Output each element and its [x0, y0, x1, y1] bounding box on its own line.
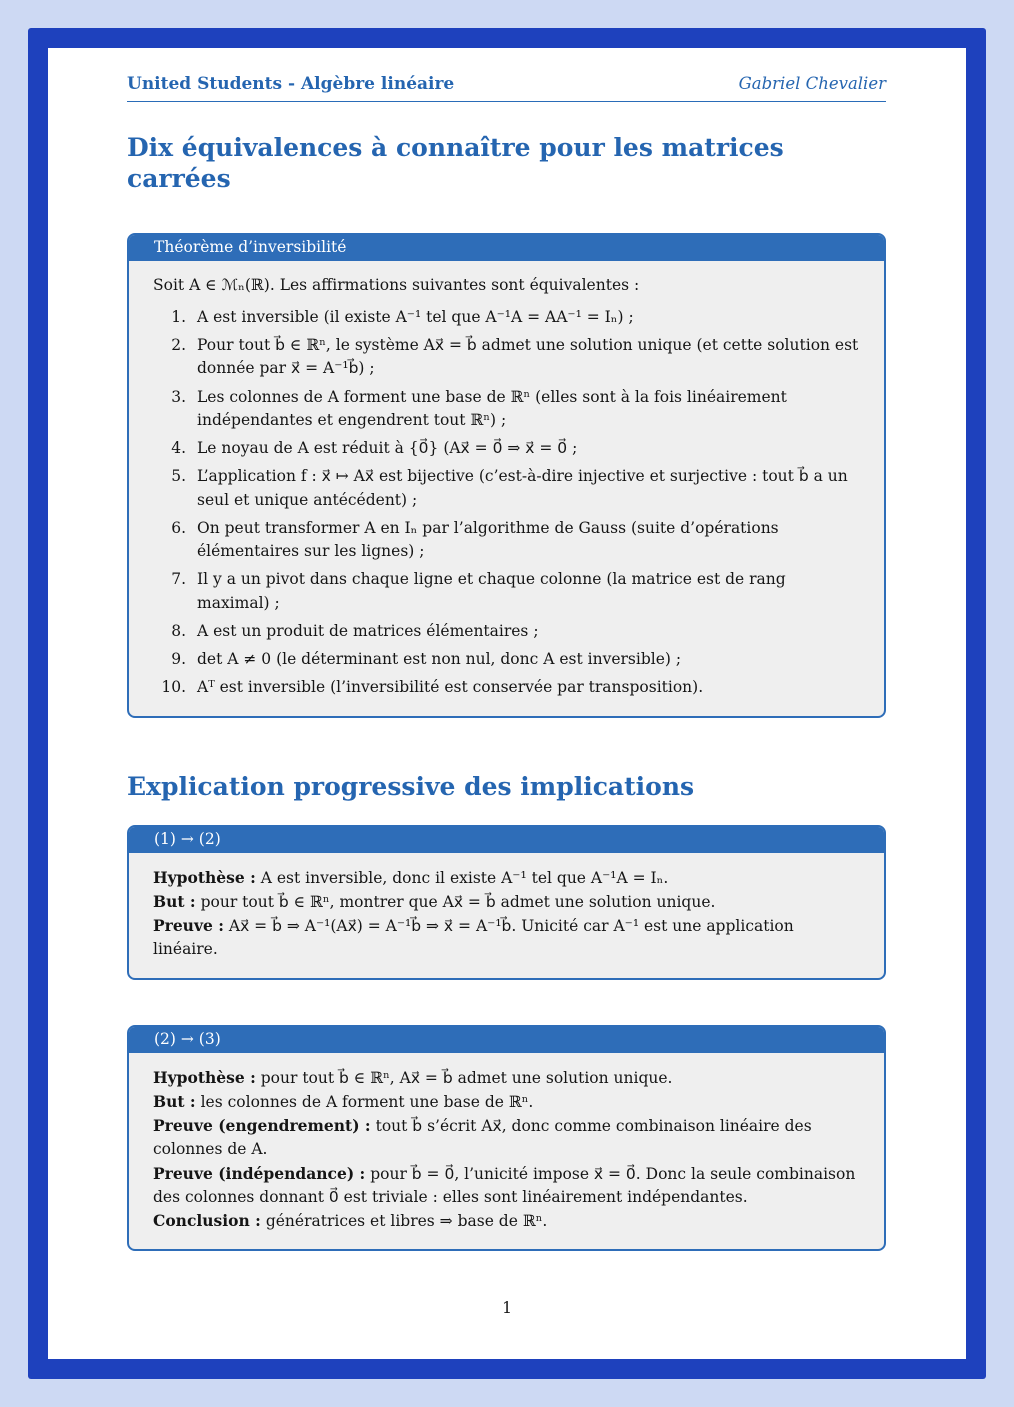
proof-line-label: But :: [153, 1091, 196, 1111]
proof-line-text: Ax⃗ = b⃗ ⇒ A⁻¹(Ax⃗) = A⁻¹b⃗ ⇒ x⃗ = A⁻¹b⃗. Unicité car A⁻¹ est une application linéaire.: [153, 917, 794, 959]
theorem-box-body: [129, 261, 884, 716]
equivalence-list: [153, 306, 860, 700]
item-text: A est un produit de matrices élémentaires ;: [197, 621, 539, 640]
item-text: Le noyau de A est réduit à {0⃗} (Ax⃗ = 0⃗ ⇒ x⃗ = 0⃗ ;: [197, 439, 578, 457]
item-text: Il y a un pivot dans chaque ligne et chaque colonne (la matrice est de rang maximal) ;: [197, 570, 786, 612]
theorem-intro: Soit A ∈ ℳₙ(ℝ). Les affirmations suivantes sont équivalentes :: [153, 275, 640, 294]
proof-line-text: tout b⃗ s’écrit Ax⃗, donc comme combinaison linéaire des colonnes de A.: [153, 1117, 812, 1159]
item-number: 6.: [171, 518, 186, 537]
item-number: 7.: [171, 570, 186, 589]
item-text: det A ≠ 0 (le déterminant est non nul, donc A est inversible) ;: [197, 650, 682, 668]
proof-line: [153, 1114, 860, 1162]
list-item: [153, 568, 860, 615]
proof-line-label: Preuve (indépendance) :: [153, 1163, 366, 1183]
list-item: [153, 620, 860, 643]
implication-box-2-3: [127, 1025, 886, 1252]
implication-box-1-2-title: (1) → (2): [129, 827, 884, 853]
list-item: [153, 648, 860, 671]
document-page: [48, 48, 966, 1359]
proof-line-text: pour tout b⃗ ∈ ℝⁿ, montrer que Ax⃗ = b⃗ admet une solution unique.: [195, 892, 716, 911]
proof-line: [153, 1090, 860, 1114]
item-number: 3.: [171, 387, 186, 406]
proof-line-label: Hypothèse :: [153, 867, 256, 887]
proof-line-text: A est inversible, donc il existe A⁻¹ tel que A⁻¹A = Iₙ.: [255, 868, 669, 887]
item-text: L’application f : x⃗ ↦ Ax⃗ est bijective (c’est-à-dire injective et surjective : tout b⃗ a un seul et unique antécédent) ;: [197, 467, 848, 509]
proof-line-label: Preuve (engendrement) :: [153, 1116, 371, 1135]
list-item: [153, 386, 860, 433]
proof-line: [153, 1162, 860, 1210]
item-number: 9.: [171, 650, 186, 668]
header-author-name: Gabriel Chevalier: [738, 74, 886, 93]
main-title: Dix équivalences à connaître pour les matrices carrées: [127, 133, 784, 194]
item-text: Aᵀ est inversible (l’inversibilité est conservée par transposition).: [197, 678, 704, 697]
proof-line-text: génératrices et libres ⇒ base de ℝⁿ.: [260, 1212, 548, 1230]
implication-box-2-3-body: [129, 1053, 884, 1250]
list-item: [153, 306, 860, 329]
proof-line-text: les colonnes de A forment une base de ℝⁿ.: [195, 1092, 534, 1111]
list-item: [153, 517, 860, 564]
item-text: Les colonnes de A forment une base de ℝⁿ (elles sont à la fois linéairement indépendantes et engendrent tout ℝⁿ) ;: [197, 387, 787, 429]
implication-box-1-2-body: [129, 853, 884, 978]
item-number: 5.: [171, 467, 186, 486]
page-border-frame: [28, 28, 986, 1379]
header-course-title: United Students - Algèbre linéaire: [127, 74, 455, 94]
item-text: Pour tout b⃗ ∈ ℝⁿ, le système Ax⃗ = b⃗ admet une solution unique (et cette solution est donnée par x⃗ = A⁻¹b⃗) ;: [197, 336, 859, 378]
implication-box-1-2: [127, 825, 886, 980]
proof-line-text: pour b⃗ = 0⃗, l’unicité impose x⃗ = 0⃗. Donc la seule combinaison des colonnes donnant 0⃗ est triviale : elles sont linéairement indépendantes.: [153, 1164, 856, 1206]
implication-box-2-3-title: (2) → (3): [129, 1027, 884, 1053]
theorem-box-title: Théorème d’inversibilité: [129, 235, 884, 261]
item-text: On peut transformer A en Iₙ par l’algorithme de Gauss (suite d’opérations élémentaires sur les lignes) ;: [197, 518, 779, 560]
proof-line-text: pour tout b⃗ ∈ ℝⁿ, Ax⃗ = b⃗ admet une solution unique.: [255, 1068, 673, 1087]
proof-line-label: Conclusion :: [153, 1211, 261, 1230]
item-number: 1.: [171, 307, 186, 326]
proof-line-label: Preuve :: [153, 916, 224, 935]
list-item: [153, 334, 860, 381]
proof-line: [153, 1066, 860, 1090]
list-item: [153, 676, 860, 699]
proof-line: [153, 866, 860, 890]
item-number: 8.: [171, 621, 186, 640]
item-number: 2.: [171, 336, 186, 354]
proof-line-label: Hypothèse :: [153, 1067, 256, 1087]
section-title: Explication progressive des implications: [127, 771, 695, 801]
item-number: 4.: [171, 439, 186, 457]
proof-line: [153, 914, 860, 962]
item-text: A est inversible (il existe A⁻¹ tel que A⁻¹A = AA⁻¹ = Iₙ) ;: [197, 307, 634, 326]
proof-line: [153, 1209, 860, 1233]
list-item: [153, 465, 860, 512]
proof-line-label: But :: [153, 891, 196, 911]
page-number: 1: [502, 1299, 512, 1317]
item-number: 10.: [161, 678, 186, 697]
proof-line: [153, 890, 860, 914]
theorem-box: [127, 233, 886, 718]
document-header: [127, 74, 886, 102]
list-item: [153, 437, 860, 460]
